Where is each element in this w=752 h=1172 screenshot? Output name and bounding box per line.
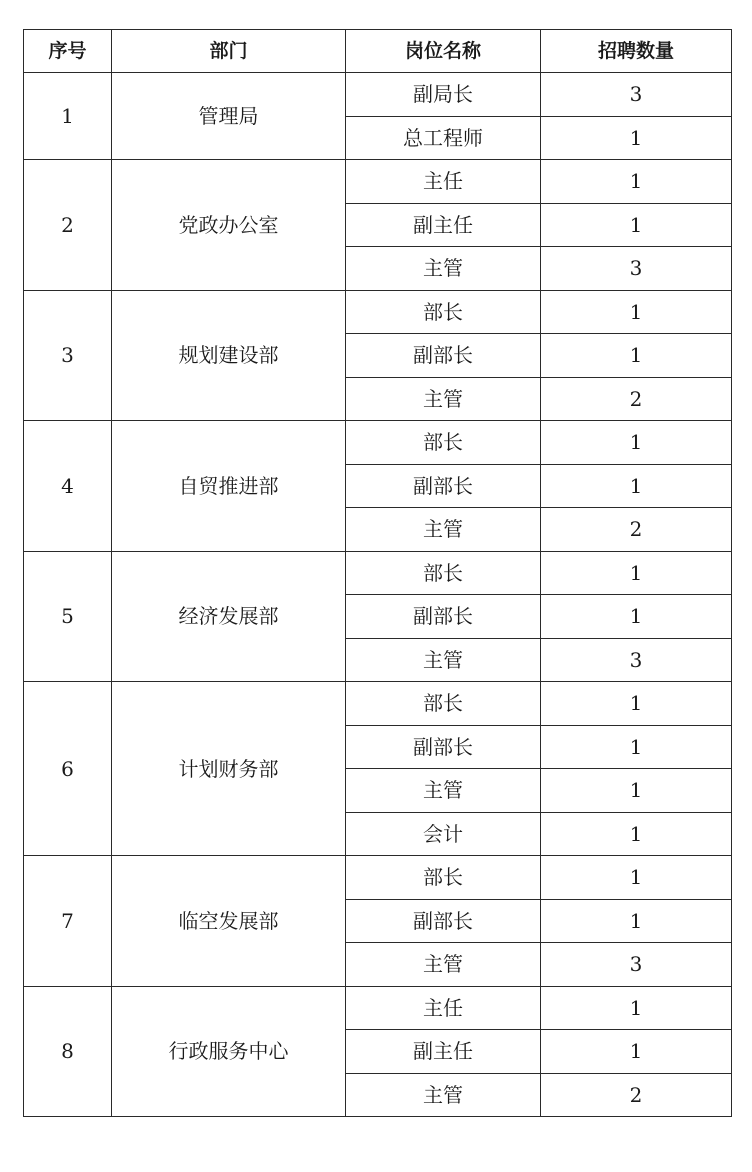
dept-name-cell: 规划建设部 [112,290,346,421]
position-title-cell: 副部长 [346,899,541,943]
position-count-cell: 3 [541,638,732,682]
dept-seq-cell: 1 [24,73,112,160]
position-count-cell: 1 [541,769,732,813]
position-title-cell: 总工程师 [346,116,541,160]
position-title-cell: 副局长 [346,73,541,117]
dept-seq-cell: 6 [24,682,112,856]
dept-seq-cell: 3 [24,290,112,421]
dept-name-cell: 计划财务部 [112,682,346,856]
position-count-cell: 1 [541,856,732,900]
table-row [24,682,732,726]
position-title-cell: 主任 [346,160,541,204]
dept-name-cell: 党政办公室 [112,160,346,291]
dept-seq-cell: 5 [24,551,112,682]
position-title-cell: 部长 [346,551,541,595]
table-row [24,160,732,204]
position-title-cell: 主管 [346,638,541,682]
dept-name-cell: 自贸推进部 [112,421,346,552]
table-row [24,421,732,465]
recruitment-table [23,29,732,1117]
header-position: 岗位名称 [346,30,541,73]
position-count-cell: 1 [541,464,732,508]
position-title-cell: 主管 [346,377,541,421]
position-title-cell: 部长 [346,290,541,334]
dept-name-cell: 行政服务中心 [112,986,346,1117]
position-title-cell: 副主任 [346,1030,541,1074]
header-row [24,30,732,73]
position-count-cell: 1 [541,812,732,856]
position-count-cell: 1 [541,290,732,334]
table-header [24,30,732,73]
position-title-cell: 部长 [346,682,541,726]
position-count-cell: 2 [541,508,732,552]
table-row [24,856,732,900]
position-count-cell: 2 [541,1073,732,1117]
position-title-cell: 主管 [346,1073,541,1117]
position-count-cell: 1 [541,682,732,726]
position-title-cell: 会计 [346,812,541,856]
dept-seq-cell: 4 [24,421,112,552]
header-count: 招聘数量 [541,30,732,73]
position-count-cell: 1 [541,421,732,465]
table-row [24,551,732,595]
position-count-cell: 1 [541,1030,732,1074]
position-count-cell: 3 [541,73,732,117]
dept-seq-cell: 2 [24,160,112,291]
position-count-cell: 1 [541,551,732,595]
position-title-cell: 主管 [346,247,541,291]
position-count-cell: 1 [541,595,732,639]
table-row [24,986,732,1030]
dept-seq-cell: 8 [24,986,112,1117]
position-title-cell: 副部长 [346,595,541,639]
position-count-cell: 1 [541,203,732,247]
position-count-cell: 1 [541,986,732,1030]
position-count-cell: 3 [541,943,732,987]
dept-seq-cell: 7 [24,856,112,987]
position-count-cell: 1 [541,899,732,943]
position-count-cell: 1 [541,116,732,160]
position-title-cell: 部长 [346,856,541,900]
dept-name-cell: 临空发展部 [112,856,346,987]
position-title-cell: 主管 [346,508,541,552]
position-count-cell: 1 [541,160,732,204]
position-title-cell: 副部长 [346,334,541,378]
dept-name-cell: 经济发展部 [112,551,346,682]
position-title-cell: 主管 [346,943,541,987]
header-dept: 部门 [112,30,346,73]
position-count-cell: 1 [541,725,732,769]
table-row [24,73,732,117]
position-count-cell: 3 [541,247,732,291]
header-seq: 序号 [24,30,112,73]
position-title-cell: 主管 [346,769,541,813]
position-title-cell: 主任 [346,986,541,1030]
position-count-cell: 2 [541,377,732,421]
position-count-cell: 1 [541,334,732,378]
dept-name-cell: 管理局 [112,73,346,160]
position-title-cell: 副主任 [346,203,541,247]
position-title-cell: 部长 [346,421,541,465]
table-row [24,290,732,334]
position-title-cell: 副部长 [346,725,541,769]
table-body [24,73,732,1117]
position-title-cell: 副部长 [346,464,541,508]
